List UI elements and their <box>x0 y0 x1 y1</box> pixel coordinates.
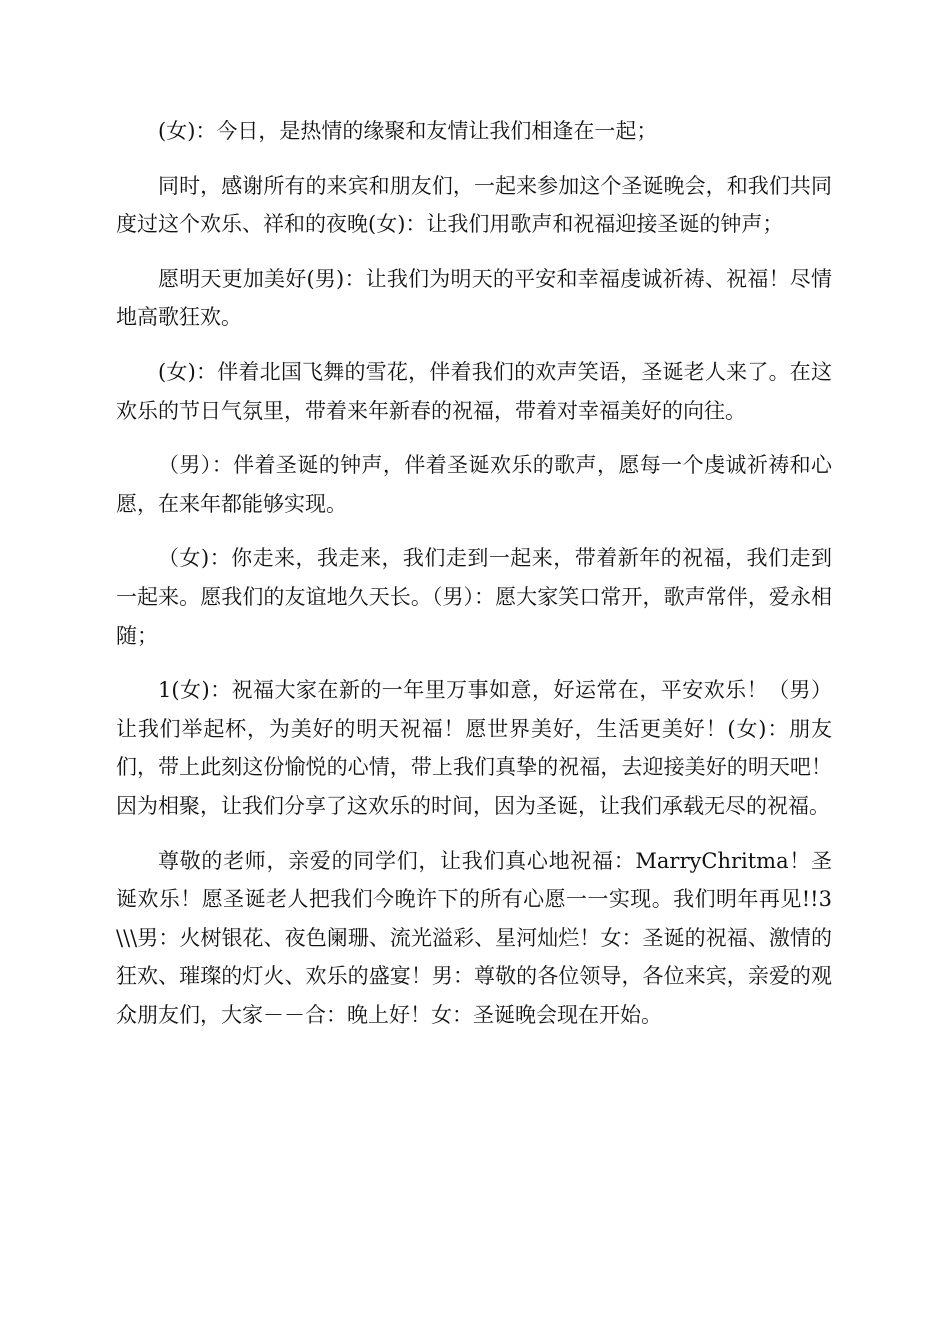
paragraph-5: （男）：伴着圣诞的钟声，伴着圣诞欢乐的歌声，愿每一个虔诚祈祷和心愿，在来年都能够实现。 <box>116 453 832 516</box>
paragraph-1: (女)：今日，是热情的缘聚和友情让我们相逢在一起； <box>158 119 658 143</box>
paragraph-8: 尊敬的老师，亲爱的同学们，让我们真心地祝福：MarryChritma！圣诞欢乐！愿圣诞老人把我们今晚许下的所有心愿一一实现。我们明年再见!!3\\\男：火树银花、夜色阑珊、流光溢彩、星河灿烂！女：圣诞的祝福、激情的狂欢、璀璨的灯火、欢乐的盛宴！男：尊敬的各位领导，各位来宾，亲爱的观众朋友们，大家－－合：晚上好！女：圣诞晚会现在开始。 <box>116 848 832 1027</box>
paragraph-4: (女)：伴着北国飞舞的雪花，伴着我们的欢声笑语，圣诞老人来了。在这欢乐的节日气氛里，带着来年新春的祝福，带着对幸福美好的向往。 <box>116 359 832 423</box>
paragraph-3: 愿明天更加美好(男)：让我们为明天的平安和幸福虔诚祈祷、祝福！尽情地高歌狂欢。 <box>116 266 832 330</box>
paragraph-2: 同时，感谢所有的来宾和朋友们，一起来参加这个圣诞晚会，和我们共同度过这个欢乐、祥和的夜晚(女)：让我们用歌声和祝福迎接圣诞的钟声； <box>116 173 832 237</box>
document-body <box>116 112 832 1050</box>
paragraph-7: 1(女)：祝福大家在新的一年里万事如意，好运常在，平安欢乐！（男）让我们举起杯，为美好的明天祝福！愿世界美好，生活更美好！(女)：朋友们，带上此刻这份愉悦的心情，带上我们真挚的祝福，去迎接美好的明天吧！因为相聚，让我们分享了这欢乐的时间，因为圣诞，让我们承载无尽的祝福。 <box>116 678 832 818</box>
paragraph-6: （女)：你走来，我走来，我们走到一起来，带着新年的祝福，我们走到一起来。愿我们的友谊地久天长。（男）：愿大家笑口常开，歌声常伴，爱永相随； <box>116 546 832 648</box>
